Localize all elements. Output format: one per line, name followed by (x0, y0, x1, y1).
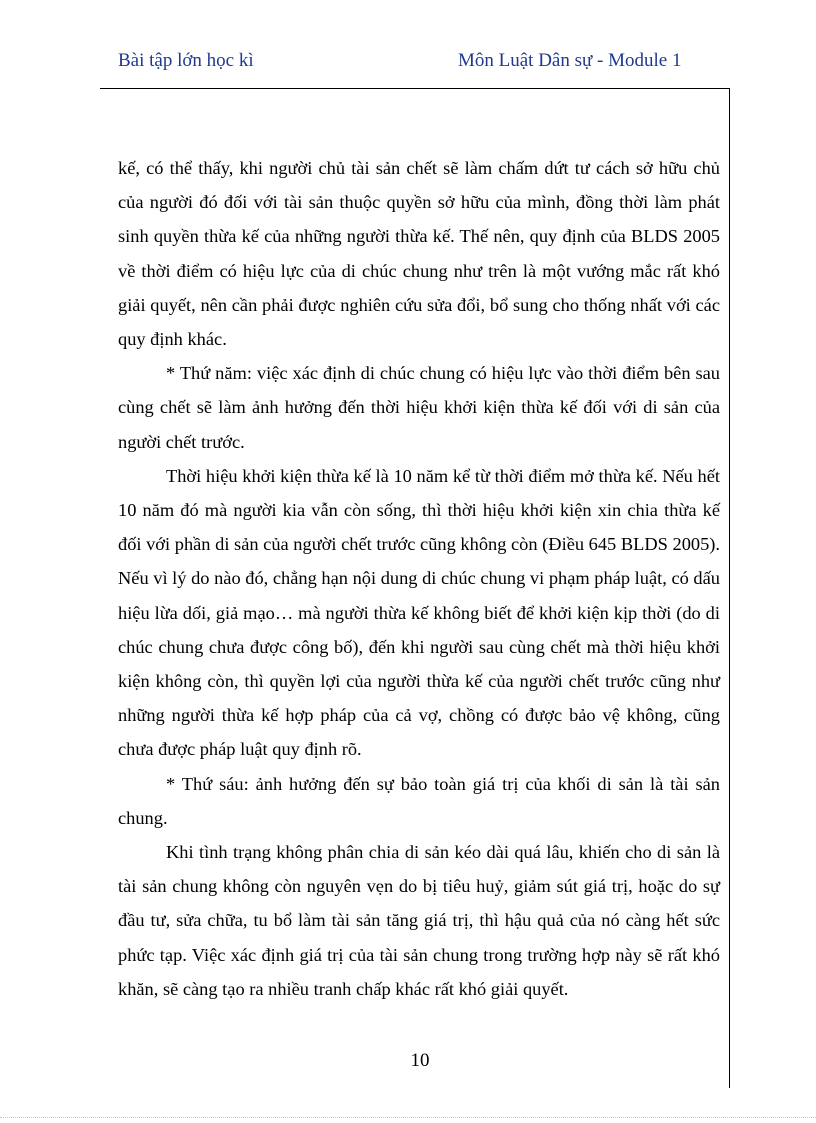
paragraph: kế, có thể thấy, khi người chủ tài sản chết sẽ làm chấm dứt tư cách sở hữu chủ của người đó đối với tài sản thuộc quyền sở hữu của mình, đồng thời làm phát sinh quyền thừa kế của những người thừa kế. Thế nên, quy định của BLDS 2005 về thời điểm có hiệu lực của di chúc chung như trên là một vướng mắc rất khó giải quyết, nên cần phải được nghiên cứu sửa đổi, bổ sung cho thống nhất với các quy định khác. (118, 158, 720, 350)
paragraph: Khi tình trạng không phân chia di sản kéo dài quá lâu, khiến cho di sản là tài sản chung không còn nguyên vẹn do bị tiêu huỷ, giảm sút giá trị, hoặc do sự đầu tư, sửa chữa, tu bổ làm tài sản tăng giá trị, thì hậu quả của nó càng hết sức phức tạp. Việc xác định giá trị của tài sản chung trong trường hợp này sẽ rất khó khăn, sẽ càng tạo ra nhiều tranh chấp khác rất khó giải quyết. (118, 842, 720, 999)
paragraph: * Thứ năm: việc xác định di chúc chung có hiệu lực vào thời điểm bên sau cùng chết sẽ làm ảnh hưởng đến thời hiệu khởi kiện thừa kế đối với di sản của người chết trước. (118, 363, 720, 452)
page-bottom-divider (0, 1117, 816, 1118)
paragraph: * Thứ sáu: ảnh hưởng đến sự bảo toàn giá trị của khối di sản là tài sản chung. (118, 773, 720, 828)
header-left: Bài tập lớn học kì (118, 50, 254, 71)
body-text (118, 151, 720, 1006)
page-number: 10 (410, 1050, 430, 1071)
header-right: Môn Luật Dân sự - Module 1 (458, 50, 682, 71)
paragraph: Thời hiệu khởi kiện thừa kế là 10 năm kể từ thời điểm mở thừa kế. Nếu hết 10 năm đó mà người kia vẫn còn sống, thì thời hiệu khởi kiện xin chia thừa kế đối với phần di sản của người chết trước cũng không còn (Điều 645 BLDS 2005). Nếu vì lý do nào đó, chẳng hạn nội dung di chúc chung vi phạm pháp luật, có dấu hiệu lừa dối, giả mạo… mà người thừa kế không biết để khởi kiện kịp thời (do di chúc chung chưa được công bố), đến khi người sau cùng chết mà thời hiệu khởi kiện không còn, thì quyền lợi của người thừa kế của người chết trước cũng như những người thừa kế hợp pháp của cả vợ, chồng có được bảo vệ không, cũng chưa được pháp luật quy định rõ. (118, 465, 720, 760)
